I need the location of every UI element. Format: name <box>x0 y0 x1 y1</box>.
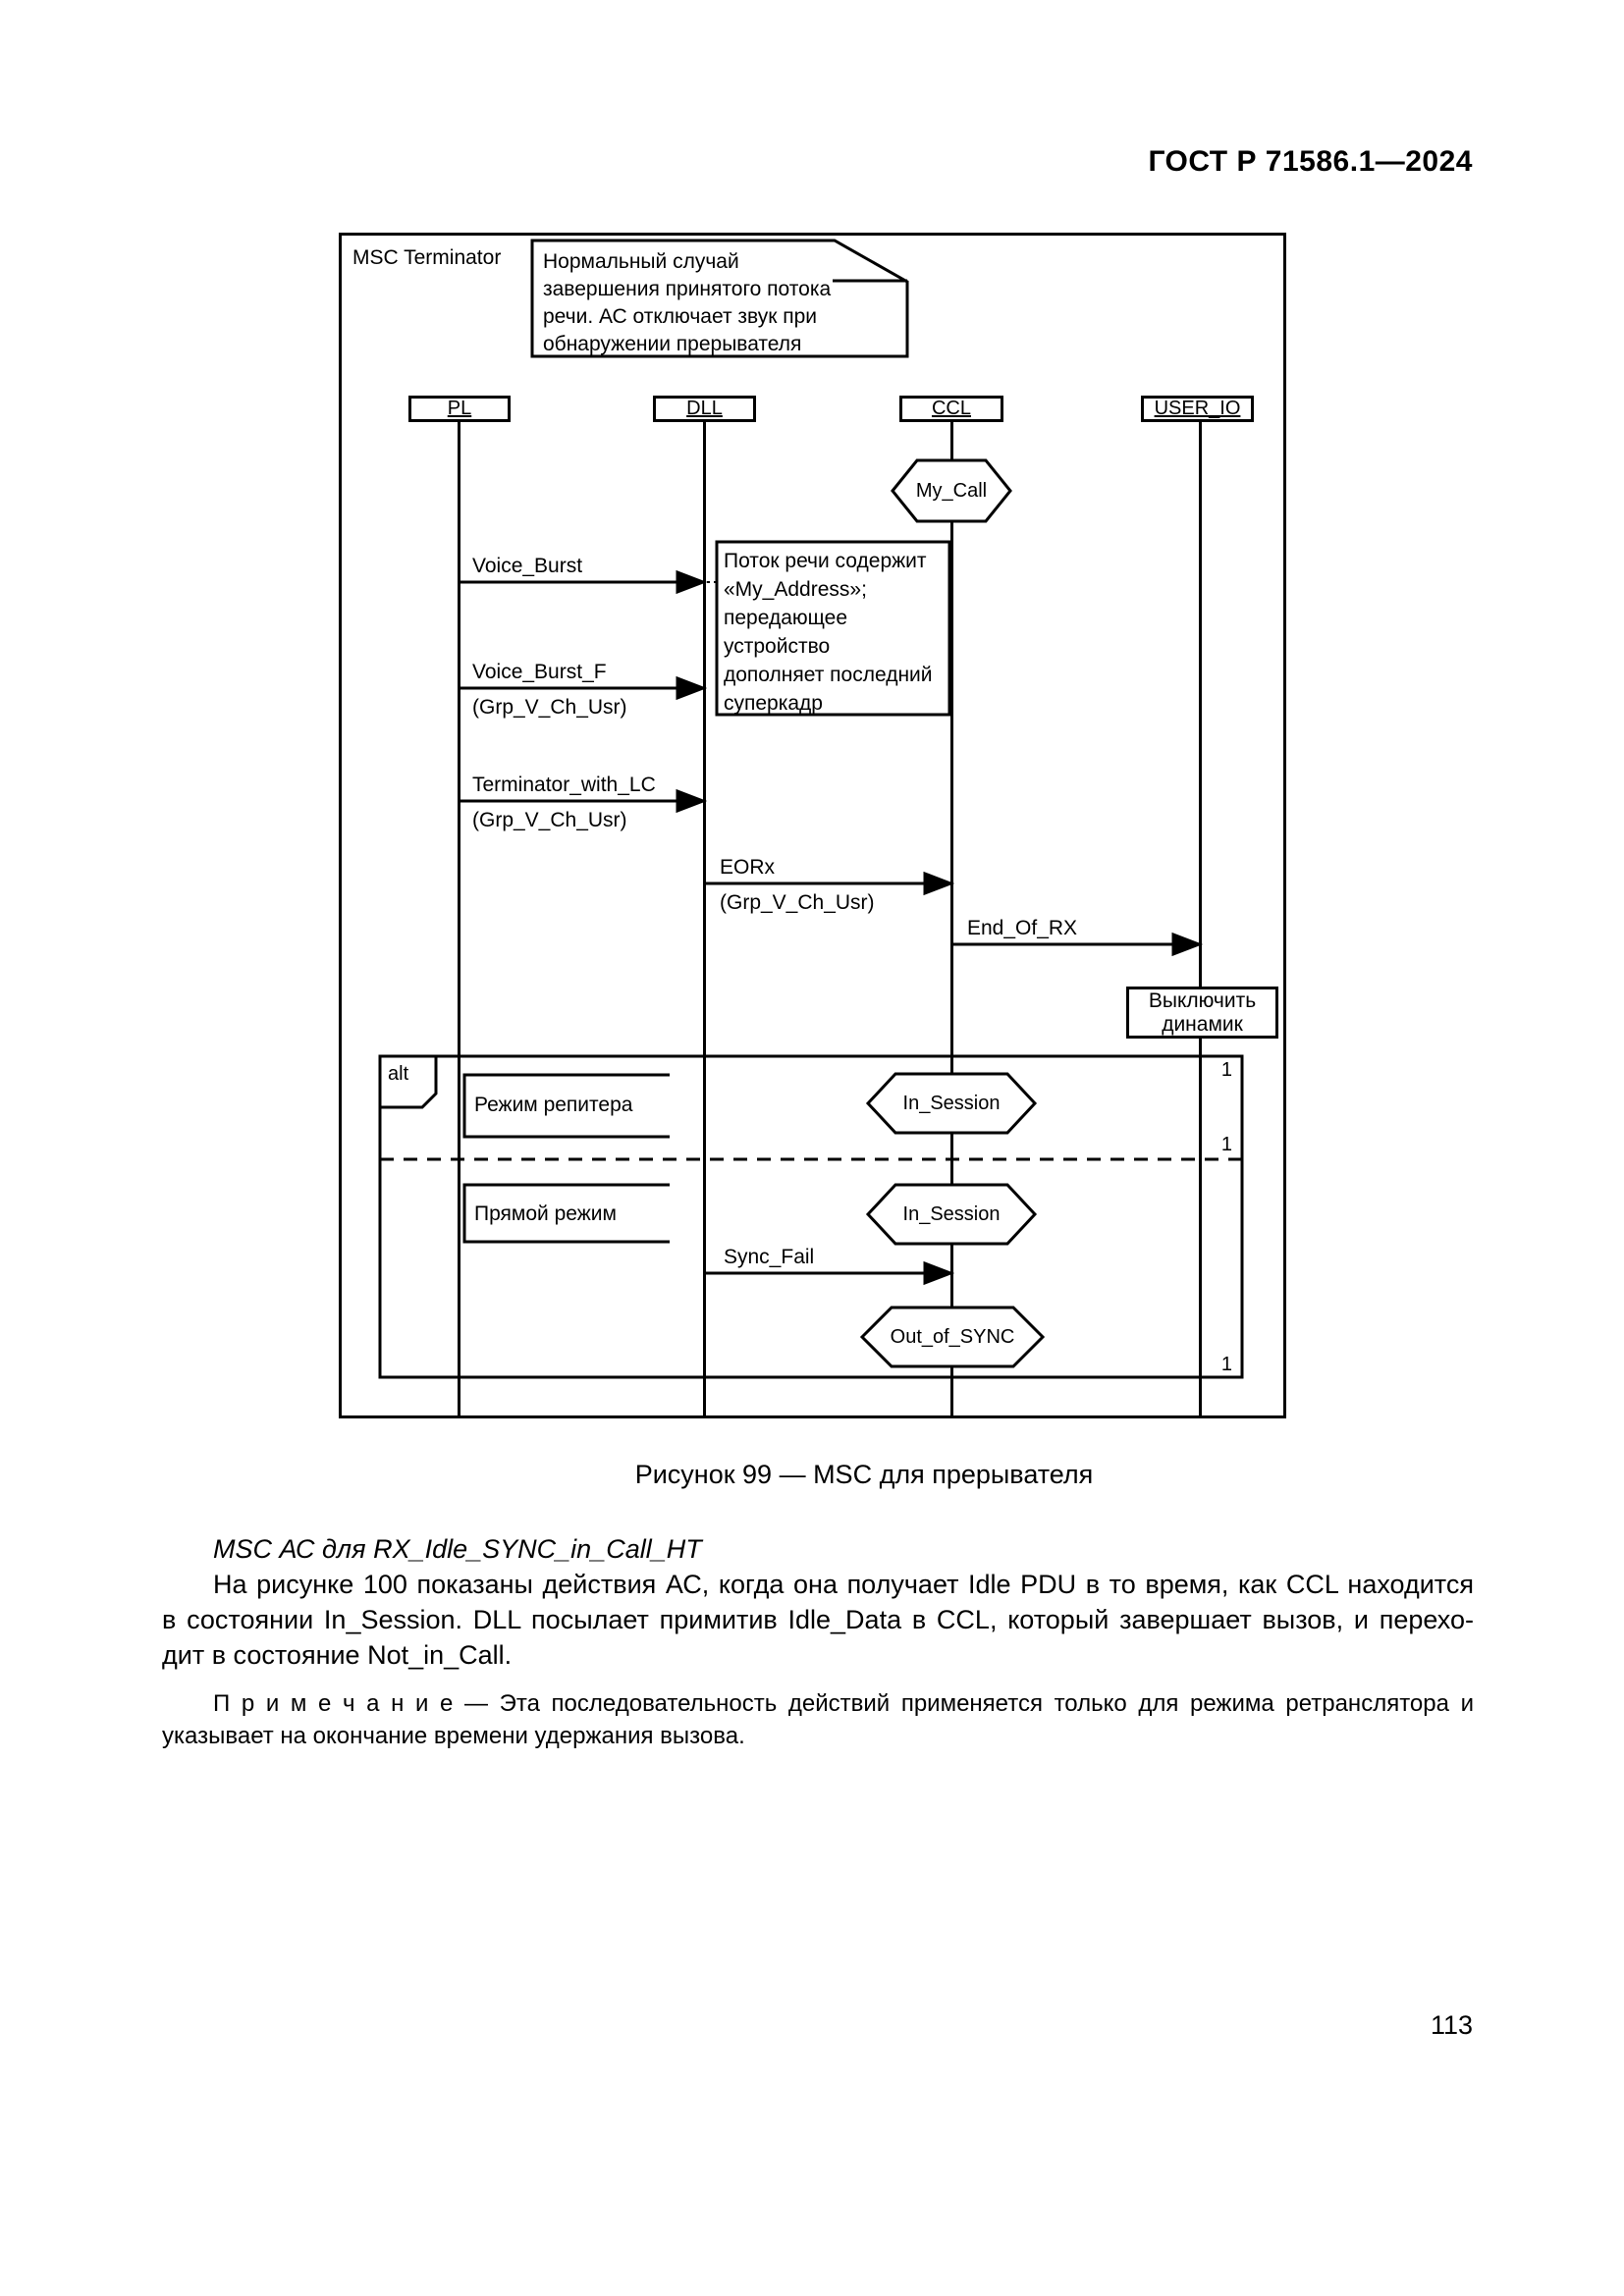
alt-marker-2: 1 <box>1220 1134 1232 1155</box>
message-end-of-rx-label: End_Of_RX <box>967 917 1078 939</box>
alt-operator-label: alt <box>388 1063 409 1085</box>
message-eorx-label: EORx <box>720 856 776 879</box>
document-header: ГОСТ Р 71586.1—2024 <box>1148 145 1473 178</box>
note-speech-line: устройство <box>724 635 831 658</box>
lifeline-header-user-io-label: USER_IO <box>1154 398 1241 419</box>
arrowhead-sync-fail <box>925 1263 950 1283</box>
arrowhead-voice-burst-f <box>677 678 703 698</box>
note-speech-line: «My_Address»; <box>724 578 867 601</box>
lifeline-header-dll <box>653 396 756 422</box>
figure-caption: Рисунок 99 — MSC для прерывателя <box>634 1460 1094 1489</box>
lifeline-header-ccl <box>899 396 1003 422</box>
note-speech-line: дополняет последний <box>724 664 933 686</box>
body-note-line: указывает на окончание времени удержания вызова. <box>162 1723 745 1749</box>
note-top-text <box>543 248 902 358</box>
message-voice-burst-f-param: (Grp_V_Ch_Usr) <box>472 696 627 719</box>
arrowhead-eorx <box>925 874 950 893</box>
note-speech-text <box>724 547 947 718</box>
message-terminator-with-lc-param: (Grp_V_Ch_Usr) <box>472 809 627 831</box>
note-top-line: завершения принятого потока <box>543 278 832 300</box>
page-number: 113 <box>1430 2010 1473 2040</box>
message-terminator-with-lc-label: Terminator_with_LC <box>472 774 656 796</box>
note-top-line: речи. АС отключает звук при <box>543 305 818 328</box>
body-paragraph-line: На рисунке 100 показаны действия АС, когда она получает Idle PDU в то время, как CCL находится <box>213 1570 1474 1599</box>
lifeline-header-user-io <box>1141 396 1254 422</box>
action-box-line: динамик <box>1162 1012 1243 1036</box>
body-paragraph-line: дит в состояние Not_in_Call. <box>162 1640 513 1670</box>
arrowhead-end-of-rx <box>1173 934 1199 954</box>
note-speech-line: передающее <box>724 607 848 629</box>
action-box-line: Выключить <box>1148 988 1257 1012</box>
note-top-line: обнаружении прерывателя <box>543 333 802 355</box>
message-voice-burst-label: Voice_Burst <box>472 555 583 577</box>
state-in-session-2-label: In_Session <box>902 1203 1001 1225</box>
alt-branch1-label: Режим репитера <box>474 1094 633 1116</box>
lifeline-header-pl-label: PL <box>447 398 472 419</box>
state-my-call-label: My_Call <box>915 480 988 502</box>
note-speech-line: суперкадр <box>724 692 823 715</box>
arrowhead-terminator-with-lc <box>677 791 703 811</box>
action-box-speaker-off <box>1126 987 1278 1039</box>
alt-marker-3: 1 <box>1220 1354 1232 1375</box>
msc-diagram <box>339 233 1286 1418</box>
message-sync-fail-label: Sync_Fail <box>724 1246 815 1268</box>
lifeline-header-dll-label: DLL <box>686 398 723 419</box>
lifeline-header-pl <box>408 396 511 422</box>
alt-branch2-label: Прямой режим <box>474 1202 617 1225</box>
state-out-of-sync-label: Out_of_SYNC <box>890 1326 1015 1348</box>
body-text <box>162 1531 1474 1752</box>
note-top-line: Нормальный случай <box>543 250 739 273</box>
msc-diagram-title: MSC Terminator <box>352 246 502 269</box>
lifeline-header-ccl-label: CCL <box>931 398 971 419</box>
body-note-line: П р и м е ч а н и е — Эта последовательность действий применяется только для режима ретранслятора и <box>213 1690 1474 1717</box>
message-eorx-param: (Grp_V_Ch_Usr) <box>720 891 875 914</box>
state-in-session-1-label: In_Session <box>902 1093 1001 1114</box>
arrowhead-voice-burst <box>677 572 703 592</box>
message-voice-burst-f-label: Voice_Burst_F <box>472 661 607 683</box>
note-speech-line: Поток речи содержит <box>724 550 927 572</box>
body-paragraph-line: в состоянии In_Session. DLL посылает примитив Idle_Data в CCL, который завершает вызов, и перехо- <box>162 1605 1474 1634</box>
alt-marker-1: 1 <box>1220 1059 1232 1081</box>
body-heading-italic: MSC АС для RX_Idle_SYNC_in_Call_HT <box>213 1534 702 1564</box>
